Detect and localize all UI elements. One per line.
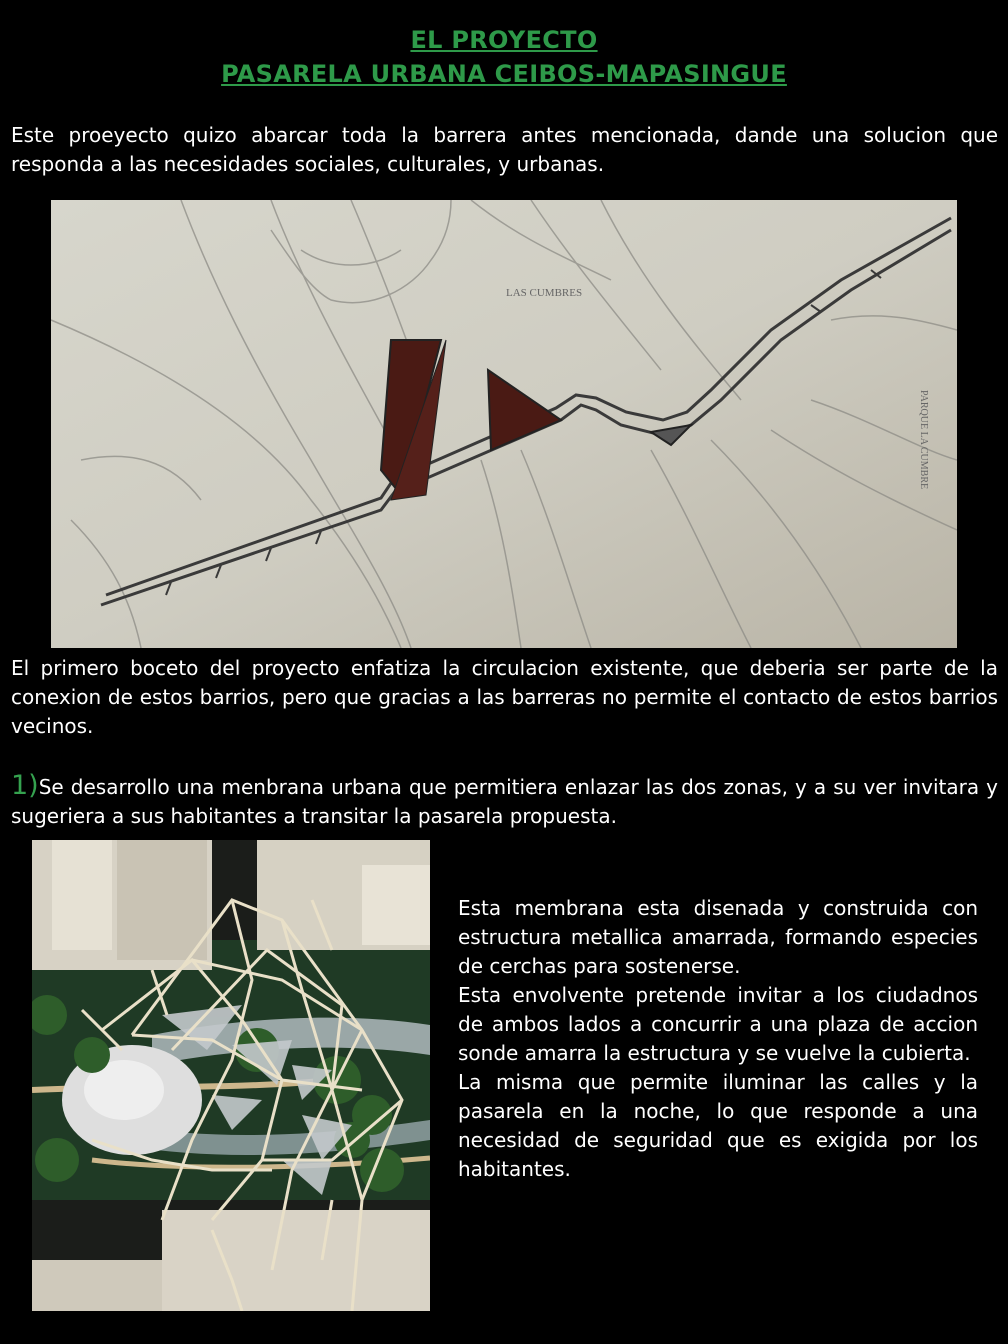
point-1-paragraph: [11, 771, 998, 831]
site-sketch-photo: [51, 200, 957, 648]
sketch-label-las-cumbres: LAS CUMBRES: [506, 287, 583, 299]
title-line-2: PASARELA URBANA CEIBOS-MAPASINGUE: [221, 60, 787, 88]
model-photo: [32, 840, 430, 1311]
membrane-paragraph-2: Esta envolvente pretende invitar a los ciudadnos de ambos lados a concurrir a una plaza de accion sonde amarra la estructura y se vuelve la cubierta.: [458, 983, 978, 1065]
intro-paragraph: Este proeyecto quizo abarcar toda la barrera antes mencionada, dande una solucion que responda a las necesidades sociales, culturales, y urbanas.: [11, 123, 998, 176]
sketch-caption: El primero boceto del proyecto enfatiza la circulacion existente, que deberia ser parte de la conexion de estos barrios, pero que gracias a las barreras no permite el contacto de estos barrios vecinos.: [11, 656, 998, 738]
point-1-text: Se desarrollo una menbrana urbana que permitiera enlazar las dos zonas, y a su ver invitara y sugeriera a sus habitantes a transitar la pasarela propuesta.: [11, 775, 998, 828]
title-line-1: EL PROYECTO: [410, 26, 598, 54]
point-number: 1): [11, 770, 39, 801]
sketch-label-parque: PARQUE LA CUMBRE: [918, 390, 929, 490]
membrane-paragraph-1: Esta membrana esta disenada y construida con estructura metallica amarrada, formando especies de cerchas para sostenerse.: [458, 896, 978, 978]
membrane-description: [458, 894, 978, 1184]
membrane-paragraph-3: La misma que permite iluminar las calles y la pasarela en la noche, lo que responde a una necesidad de seguridad que es exigida por los habitantes.: [458, 1070, 978, 1181]
